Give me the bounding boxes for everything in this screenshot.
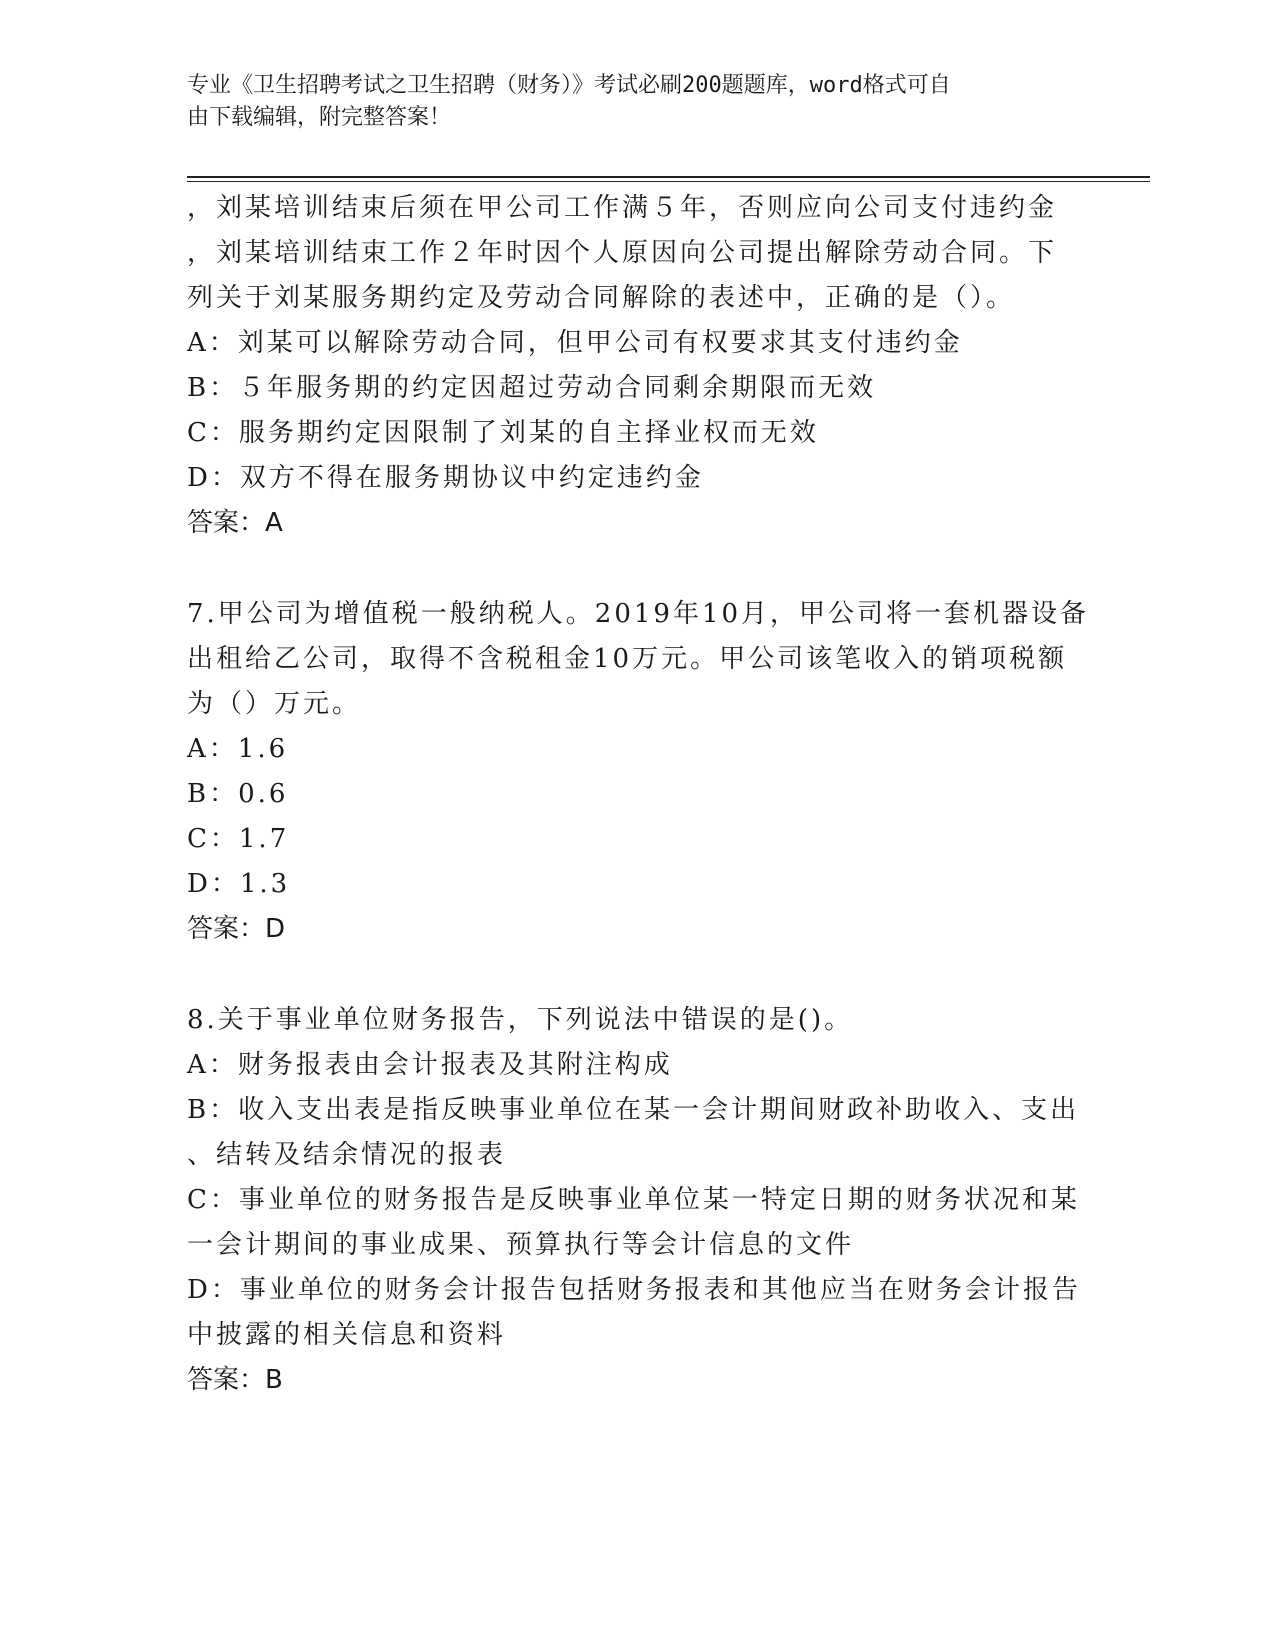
header-divider-thick — [187, 176, 1150, 178]
option-b: B：收入支出表是指反映事业单位在某一会计期间财政补助收入、支出 — [187, 1095, 1080, 1125]
option-c: C：服务期约定因限制了刘某的自主择业权而无效 — [187, 418, 819, 448]
question-6 — [187, 186, 1087, 546]
question-stem-line: ，刘某培训结束后须在甲公司工作满５年，否则应向公司支付违约金 — [187, 193, 1058, 223]
option-a: A：1.6 — [187, 734, 289, 764]
question-stem-line: 出租给乙公司，取得不含税租金10万元。甲公司该笔收入的销项税额 — [187, 644, 1068, 674]
spacer — [187, 952, 1087, 998]
option-d: D：双方不得在服务期协议中约定违约金 — [187, 463, 704, 493]
answer-label: 答案：A — [187, 508, 283, 538]
option-d: D：1.3 — [187, 869, 291, 899]
question-stem-line: 为（）万元。 — [187, 689, 362, 719]
header-line-1: 专业《卫生招聘考试之卫生招聘（财务）》考试必刷200题题库，word格式可自 — [187, 73, 951, 98]
option-b: B：５年服务期的约定因超过劳动合同剩余期限而无效 — [187, 373, 877, 403]
question-7 — [187, 592, 1090, 952]
document-body — [187, 186, 1090, 1403]
option-b-continued: 、结转及结余情况的报表 — [187, 1140, 507, 1170]
option-b: B：0.6 — [187, 779, 289, 809]
option-d: D：事业单位的财务会计报告包括财务报表和其他应当在财务会计报告 — [187, 1275, 1081, 1305]
question-8 — [187, 998, 1087, 1403]
header-divider-thin — [187, 181, 1150, 182]
option-d-continued: 中披露的相关信息和资料 — [187, 1320, 507, 1350]
question-stem-line: 8.关于事业单位财务报告，下列说法中错误的是()。 — [187, 1005, 854, 1035]
document-header — [187, 70, 1067, 134]
answer-label: 答案：D — [187, 914, 286, 944]
question-stem-line: 7.甲公司为增值税一般纳税人。2019年10月，甲公司将一套机器设备 — [187, 599, 1090, 629]
option-c: C：1.7 — [187, 824, 290, 854]
answer-label: 答案：B — [187, 1365, 283, 1395]
option-a: A：财务报表由会计报表及其附注构成 — [187, 1050, 673, 1080]
spacer — [187, 546, 1087, 592]
question-stem-line: ，刘某培训结束工作２年时因个人原因向公司提出解除劳动合同。下 — [187, 238, 1058, 268]
header-line-2: 由下载编辑，附完整答案！ — [187, 105, 452, 130]
option-a: A：刘某可以解除劳动合同，但甲公司有权要求其支付违约金 — [187, 328, 963, 358]
question-stem-line: 列关于刘某服务期约定及劳动合同解除的表述中，正确的是（）。 — [187, 283, 1016, 313]
option-c-continued: 一会计期间的事业成果、预算执行等会计信息的文件 — [187, 1230, 855, 1260]
option-c: C：事业单位的财务报告是反映事业单位某一特定日期的财务状况和某 — [187, 1185, 1080, 1215]
